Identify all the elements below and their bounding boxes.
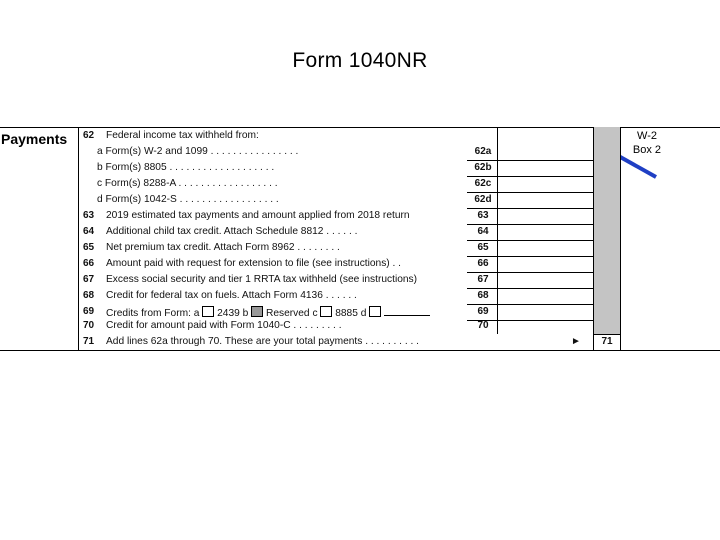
row-rule xyxy=(467,192,594,193)
line-62c xyxy=(0,178,720,194)
box-label: 67 xyxy=(477,274,489,285)
checkbox-reserved xyxy=(251,306,263,317)
box-label: 70 xyxy=(477,320,489,331)
box-label: 62b xyxy=(474,162,492,173)
credit-c-label: c xyxy=(312,308,318,319)
credit-d-label: d xyxy=(360,308,367,319)
line-62 xyxy=(0,130,720,146)
credit-d-field[interactable] xyxy=(384,307,430,316)
credit-a-value: 2439 xyxy=(217,308,240,319)
credit-a-label: a xyxy=(193,308,200,319)
line-text: Credit for federal tax on fuels. Attach Form 4136 . . . . . . xyxy=(106,290,357,301)
credit-b-value: Reserved xyxy=(265,308,310,319)
box-label: 62d xyxy=(474,194,492,205)
line-number: 69 xyxy=(83,306,95,317)
row-rule xyxy=(467,208,594,209)
credits-label: Credits from Form: xyxy=(106,308,191,319)
line-text: Additional child tax credit. Attach Schedule 8812 . . . . . . xyxy=(106,226,358,237)
credit-c-value: 8885 xyxy=(335,308,358,319)
box-label: 71 xyxy=(601,336,613,347)
row-rule xyxy=(467,160,594,161)
box-label: 69 xyxy=(477,306,489,317)
box-label: 63 xyxy=(477,210,489,221)
line-63 xyxy=(0,210,720,226)
checkbox-2439[interactable] xyxy=(202,306,214,317)
line-68 xyxy=(0,290,720,306)
line-text: Credit for amount paid with Form 1040-C . . . . . . . . . xyxy=(106,320,342,331)
row-rule xyxy=(467,240,594,241)
line-text: Excess social security and tier 1 RRTA tax withheld (see instructions) xyxy=(106,274,418,285)
line-number: 68 xyxy=(83,290,95,301)
line-text: Federal income tax withheld from: xyxy=(106,130,259,141)
line-text: Amount paid with request for extension to file (see instructions) . . xyxy=(106,258,402,269)
line-70 xyxy=(0,320,720,336)
box-label: 64 xyxy=(477,226,489,237)
checkbox-8885[interactable] xyxy=(320,306,332,317)
row-rule xyxy=(467,176,594,177)
line-number: 63 xyxy=(83,210,95,221)
payments-form xyxy=(0,127,720,351)
line-62d xyxy=(0,194,720,210)
line-64 xyxy=(0,226,720,242)
line-text: c Form(s) 8288-A . . . . . . . . . . . . . . . . . . xyxy=(97,178,278,189)
box-label: 65 xyxy=(477,242,489,253)
line-number: 66 xyxy=(83,258,95,269)
line-number: 70 xyxy=(83,320,95,331)
row-rule xyxy=(467,256,594,257)
box-label: 66 xyxy=(477,258,489,269)
line-text: Add lines 62a through 70. These are your total payments . . . . . . . . . . xyxy=(106,336,419,347)
arrow-icon: ► xyxy=(571,336,581,347)
line-text: d Form(s) 1042-S . . . . . . . . . . . . . . . . . . xyxy=(97,194,279,205)
box-label: 62a xyxy=(474,146,492,157)
row-rule xyxy=(467,288,594,289)
line-text: a Form(s) W-2 and 1099 . . . . . . . . . . . . . . . . xyxy=(97,146,299,157)
box-label: 62c xyxy=(474,178,492,189)
credits-line xyxy=(106,306,465,319)
line-text: b Form(s) 8805 . . . . . . . . . . . . . . . . . . . xyxy=(97,162,275,173)
line-number: 67 xyxy=(83,274,95,285)
line-text: Net premium tax credit. Attach Form 8962 . . . . . . . . xyxy=(106,242,340,253)
line-65 xyxy=(0,242,720,258)
line-number: 64 xyxy=(83,226,95,237)
line-66 xyxy=(0,258,720,274)
line-number: 71 xyxy=(83,336,95,347)
credit-b-label: b xyxy=(242,308,249,319)
annotation-line1: W-2 xyxy=(637,130,657,142)
line-71 xyxy=(0,336,720,352)
row-rule xyxy=(467,272,594,273)
line-62a xyxy=(0,146,720,162)
row-rule xyxy=(467,224,594,225)
line-62b xyxy=(0,162,720,178)
line-number: 65 xyxy=(83,242,95,253)
line-67 xyxy=(0,274,720,290)
slide-title: Form 1040NR xyxy=(292,49,428,72)
section-title: Payments xyxy=(1,131,68,147)
annotation-line2: Box 2 xyxy=(632,144,662,156)
checkbox-d[interactable] xyxy=(369,306,381,317)
box-label: 68 xyxy=(477,290,489,301)
line-text: 2019 estimated tax payments and amount applied from 2018 return xyxy=(106,210,410,221)
row-rule xyxy=(467,304,594,305)
line-number: 62 xyxy=(83,130,95,141)
